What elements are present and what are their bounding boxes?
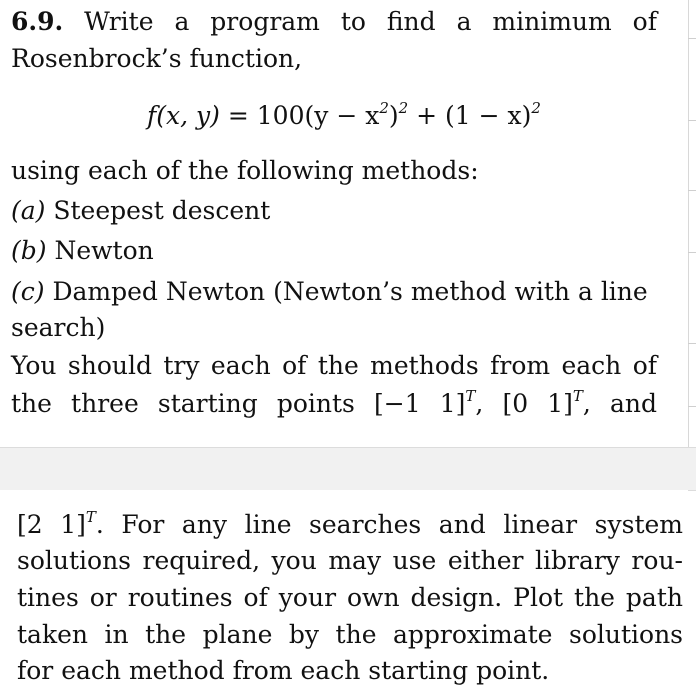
transpose-3: T (85, 508, 96, 526)
problem-number: 6.9. (11, 7, 64, 36)
method-a-text: Steepest descent (45, 196, 271, 225)
method-b (11, 236, 154, 266)
formula-lhs: f(x, y) (147, 101, 220, 130)
method-c-label: (c) (11, 277, 45, 306)
problem-line-5 (11, 389, 657, 422)
start-points-suffix: , and (582, 389, 657, 418)
start-points-prefix: the three starting points [−1 1] (11, 389, 466, 418)
formula-coef: 100(y − x (256, 101, 380, 130)
continuation-line-2: solutions required, you may use either library rou- (17, 546, 683, 575)
continuation-panel (0, 490, 688, 700)
formula-sq1: 2 (379, 99, 389, 117)
method-b-label: (b) (11, 236, 47, 265)
method-c-continuation: search) (11, 313, 106, 342)
method-c-text: Damped Newton (Newton’s method with a line (44, 277, 648, 306)
problem-line-2: Rosenbrock’s function, (11, 44, 303, 73)
problem-line-3: using each of the following methods: (11, 156, 479, 185)
edge-tick (688, 252, 696, 253)
formula-sq3: 2 (531, 99, 541, 117)
problem-line-4: You should try each of the methods from each of (11, 351, 657, 380)
method-b-text: Newton (46, 236, 154, 265)
formula-eq: = (219, 101, 257, 130)
method-a (11, 196, 270, 226)
rosenbrock-formula (0, 101, 688, 134)
page-gap (0, 447, 696, 491)
transpose-1: T (465, 387, 476, 405)
edge-tick (688, 120, 696, 121)
problem-line-1 (11, 7, 657, 37)
problem-line-1-text: Write a program to find a minimum of (84, 7, 657, 36)
method-a-label: (a) (11, 196, 46, 225)
method-c (11, 277, 648, 307)
start-point-3: [2 1] (17, 510, 86, 539)
edge-tick (688, 343, 696, 344)
start-points-mid: , [0 1] (475, 389, 573, 418)
continuation-line-1 (17, 510, 683, 543)
edge-tick (688, 38, 696, 39)
transpose-2: T (572, 387, 583, 405)
edge-tick (688, 406, 696, 407)
formula-close1: ) (388, 101, 399, 130)
continuation-line-3: tines or routines of your own design. Plot the path (17, 583, 683, 612)
continuation-line-4: taken in the plane by the approximate solutions (17, 620, 683, 649)
edge-tick (688, 190, 696, 191)
continuation-line-1-text: . For any line searches and linear system (95, 510, 683, 539)
formula-plus: + (1 − x) (408, 101, 532, 130)
continuation-line-5: for each method from each starting point. (17, 656, 550, 685)
formula-sq2: 2 (398, 99, 409, 117)
page-edge-ticks-top (688, 0, 696, 447)
